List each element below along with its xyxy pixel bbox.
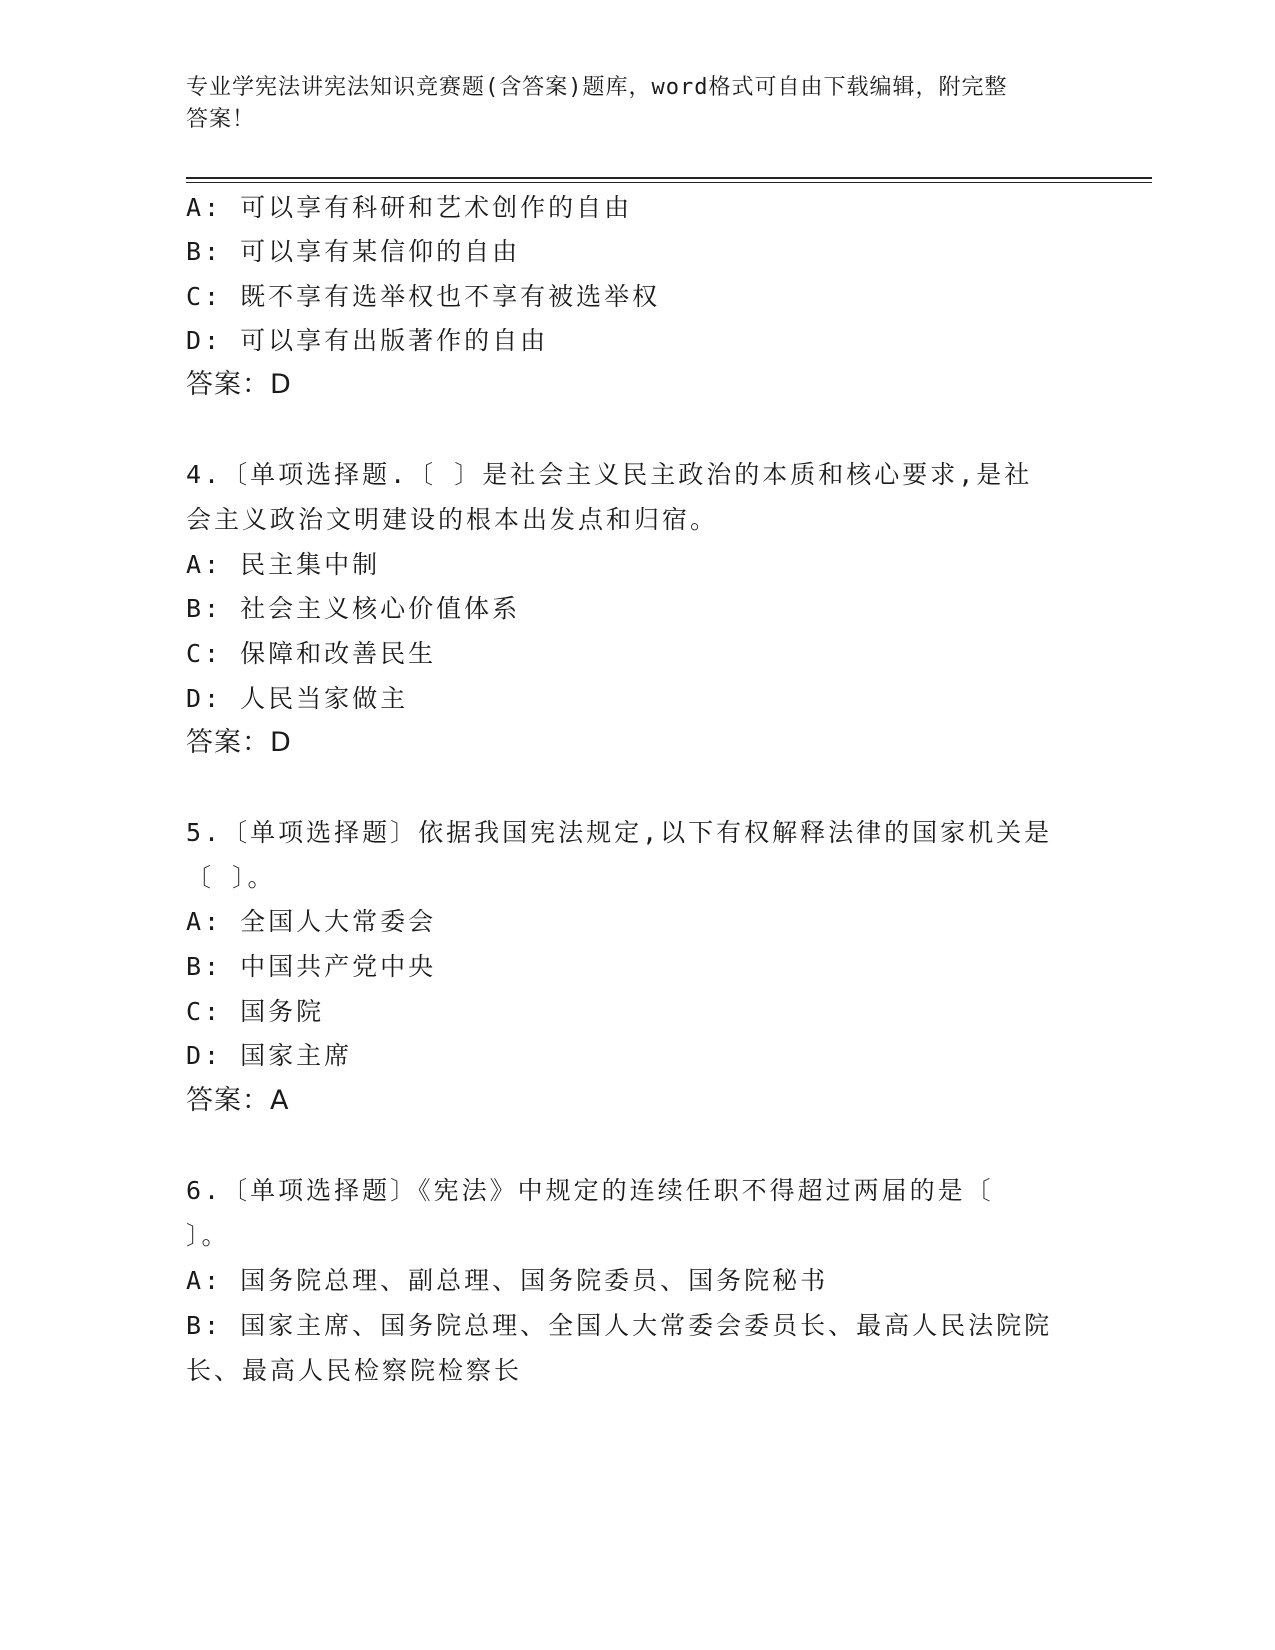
q4-option-d: D: 人民当家做主	[186, 684, 409, 713]
q6-option-b-line-2: 长、最高人民检察院检察长	[186, 1356, 523, 1385]
q6-stem-line-1: 6.〔单项选择题〕《宪法》中规定的连续任职不得超过两届的是〔	[186, 1176, 994, 1205]
q6-option-a: A: 国务院总理、副总理、国务院委员、国务院秘书	[186, 1266, 829, 1295]
q4-option-c: C: 保障和改善民生	[186, 639, 437, 668]
q4-option-b: B: 社会主义核心价值体系	[186, 594, 521, 623]
header-line-1: 专业学宪法讲宪法知识竞赛题(含答案)题库，word格式可自由下载编辑，附完整	[186, 75, 1008, 100]
q3-option-b: B: 可以享有某信仰的自由	[186, 237, 521, 266]
q4-stem-line-2: 会主义政治文明建设的根本出发点和归宿。	[186, 505, 719, 534]
q4-answer: 答案：D	[186, 727, 292, 758]
header-divider-thin	[186, 182, 1152, 183]
q3-option-d: D: 可以享有出版著作的自由	[186, 326, 549, 355]
q3-option-c: C: 既不享有选举权也不享有被选举权	[186, 282, 661, 311]
q5-option-c: C: 国务院	[186, 997, 325, 1026]
q4-stem-line-1: 4.〔单项选择题.〔 〕是社会主义民主政治的本质和核心要求,是社	[186, 460, 1033, 489]
q5-answer: 答案：A	[186, 1085, 290, 1116]
q3-answer: 答案：D	[186, 369, 292, 400]
q5-stem-line-2: 〔 〕。	[186, 863, 276, 892]
header-divider-thick	[186, 177, 1152, 179]
q6-option-b: B: 国家主席、国务院总理、全国人大常委会委员长、最高人民法院院	[186, 1311, 1053, 1340]
document-header	[186, 72, 1066, 136]
q5-option-d: D: 国家主席	[186, 1041, 353, 1070]
q5-option-a: A: 全国人大常委会	[186, 907, 437, 936]
q3-option-a: A: 可以享有科研和艺术创作的自由	[186, 193, 633, 222]
header-line-2: 答案！	[186, 107, 256, 132]
q6-stem-line-2: 〕。	[186, 1221, 230, 1250]
q4-option-a: A: 民主集中制	[186, 550, 381, 579]
q5-stem-line-1: 5.〔单项选择题〕依据我国宪法规定,以下有权解释法律的国家机关是	[186, 818, 1053, 847]
q5-option-b: B: 中国共产党中央	[186, 952, 437, 981]
